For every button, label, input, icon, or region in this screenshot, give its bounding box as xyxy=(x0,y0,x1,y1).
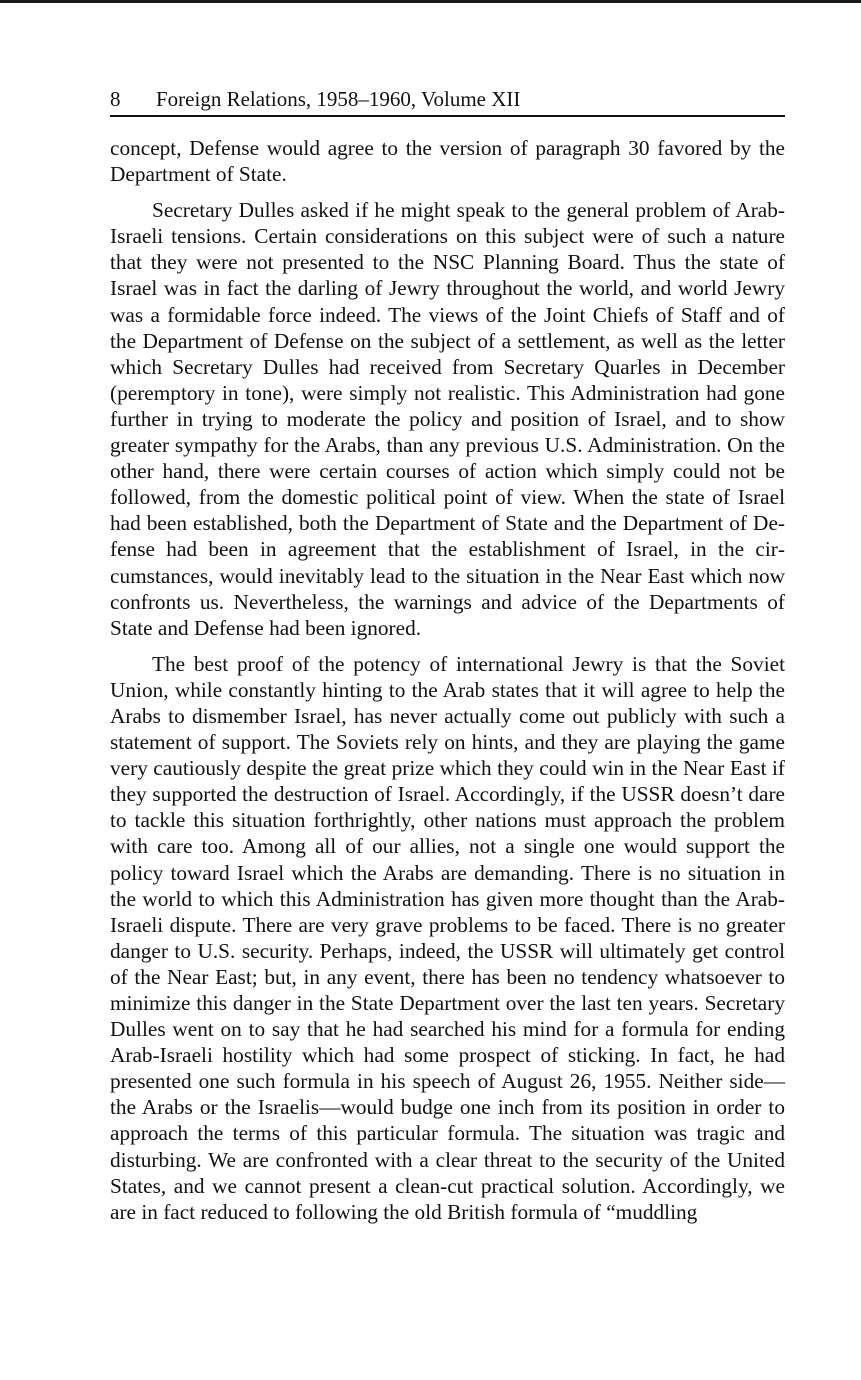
document-page xyxy=(110,86,785,1235)
paragraph-dulles-arab-israeli-tensions: Secretary Dulles asked if he might speak to the general problem of Arab-Israeli tensions. Certain considerations on this subject were of such a nature that they were not presented to the NSC Planning Board. Thus the state of Israel was in fact the darling of Jewry throughout the world, and world Jewry was a formidable force indeed. The views of the Joint Chiefs of Staff and of the Department of Defense on the subject of a settlement, as well as the letter which Secretary Dulles had received from Secretary Quarles in December (peremptory in tone), were simply not realistic. This Administration had gone further in trying to moderate the policy and position of Israel, and to show greater sympathy for the Arabs, than any previous U.S. Administration. On the other hand, there were certain courses of action which simply could not be followed, from the domestic political point of view. When the state of Israel had been established, both the Department of State and the Department of Defense had been in agreement that the establishment of Israel, in the circumstances, would inevitably lead to the situation in the Near East which now confronts us. Nevertheless, the warnings and advice of the Departments of State and Defense had been ignored. xyxy=(110,198,785,640)
publication-title: Foreign Relations, 1958–1960, Volume XII xyxy=(156,87,521,111)
paragraph-continuation: concept, Defense would agree to the version of paragraph 30 favored by the Department of State. xyxy=(110,136,785,187)
paragraph-international-jewry: The best proof of the potency of international Jewry is that the Soviet Union, while constantly hinting to the Arab states that it will agree to help the Arabs to dismember Israel, has never actually come out publicly with such a statement of support. The Soviets rely on hints, and they are playing the game very cautiously despite the great prize which they could win in the Near East if they supported the destruction of Israel. Accordingly, if the USSR doesn’t dare to tackle this situation forthrightly, other nations must approach the problem with care too. Among all of our allies, not a single one would support the policy toward Israel which the Arabs are demanding. There is no situation in the world to which this Administration has given more thought than the Arab-Israeli dispute. There are very grave problems to be faced. There is no greater danger to U.S. security. Perhaps, indeed, the USSR will ultimately get control of the Near East; but, in any event, there has been no tendency whatsoever to minimize this danger in the State Department over the last ten years. Secretary Dulles went on to say that he had searched his mind for a formula for ending Arab-Israeli hostility which had some prospect of sticking. In fact, he had presented one such formula in his speech of August 26, 1955. Neither side—the Arabs or the Israelis—would budge one inch from its position in order to approach the terms of this particular formula. The situation was tragic and disturbing. We are confronted with a clear threat to the security of the United States, and we cannot present a clean-cut practical solution. Accordingly, we are in fact reduced to following the old British formula of “muddling xyxy=(110,651,785,1224)
running-head xyxy=(110,86,785,117)
page-number: 8 xyxy=(110,87,121,111)
body-text xyxy=(110,135,785,1225)
scan-top-edge xyxy=(0,0,861,3)
